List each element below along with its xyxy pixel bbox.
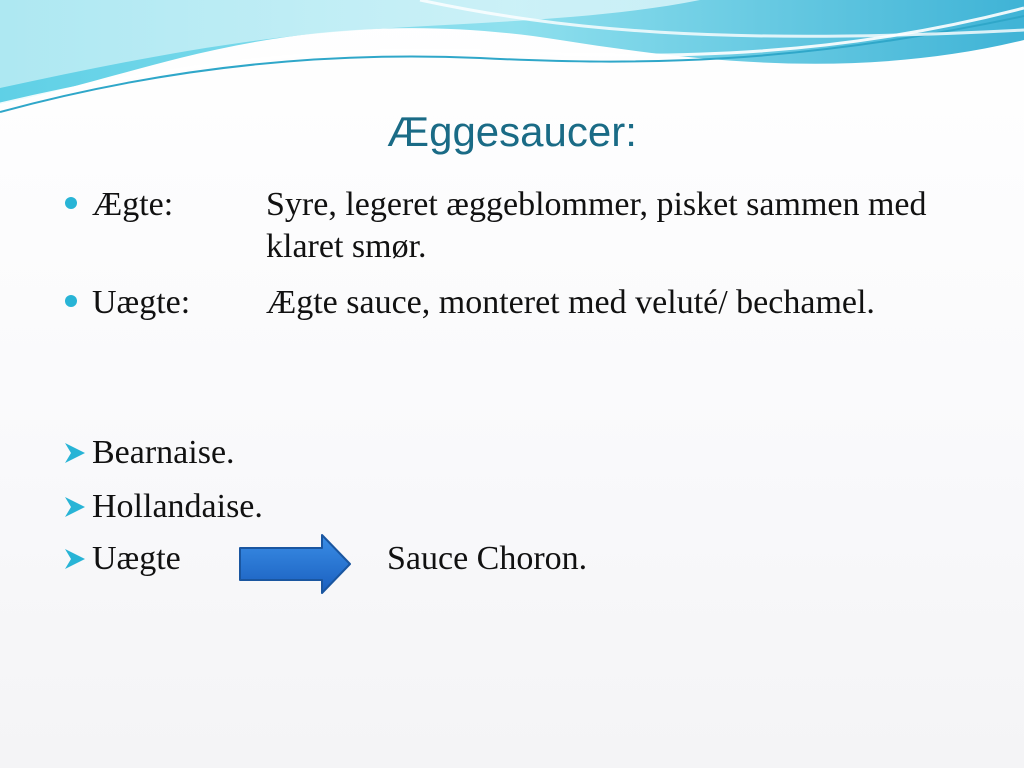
definition-text: Syre, legeret æggeblommer, pisket sammen med klaret smør. — [266, 186, 927, 265]
definition-text: Ægte sauce, monteret med veluté/ bechamel. — [266, 284, 875, 321]
chevron-arrow-icon — [63, 495, 87, 519]
bullet-dot-icon — [65, 197, 77, 209]
sauce-label: Uægte — [92, 540, 181, 577]
right-arrow-icon — [238, 533, 352, 595]
sauce-result: Sauce Choron. — [387, 540, 588, 577]
bullet-dot-icon — [65, 295, 77, 307]
definition-term: Ægte: — [92, 186, 174, 223]
chevron-arrow-icon — [63, 441, 87, 465]
sauce-label: Hollandaise. — [92, 488, 263, 525]
definition-term: Uægte: — [92, 284, 191, 321]
sauce-label: Bearnaise. — [92, 434, 235, 471]
chevron-arrow-icon — [63, 547, 87, 571]
slide-title: Æggesaucer: — [387, 108, 637, 155]
